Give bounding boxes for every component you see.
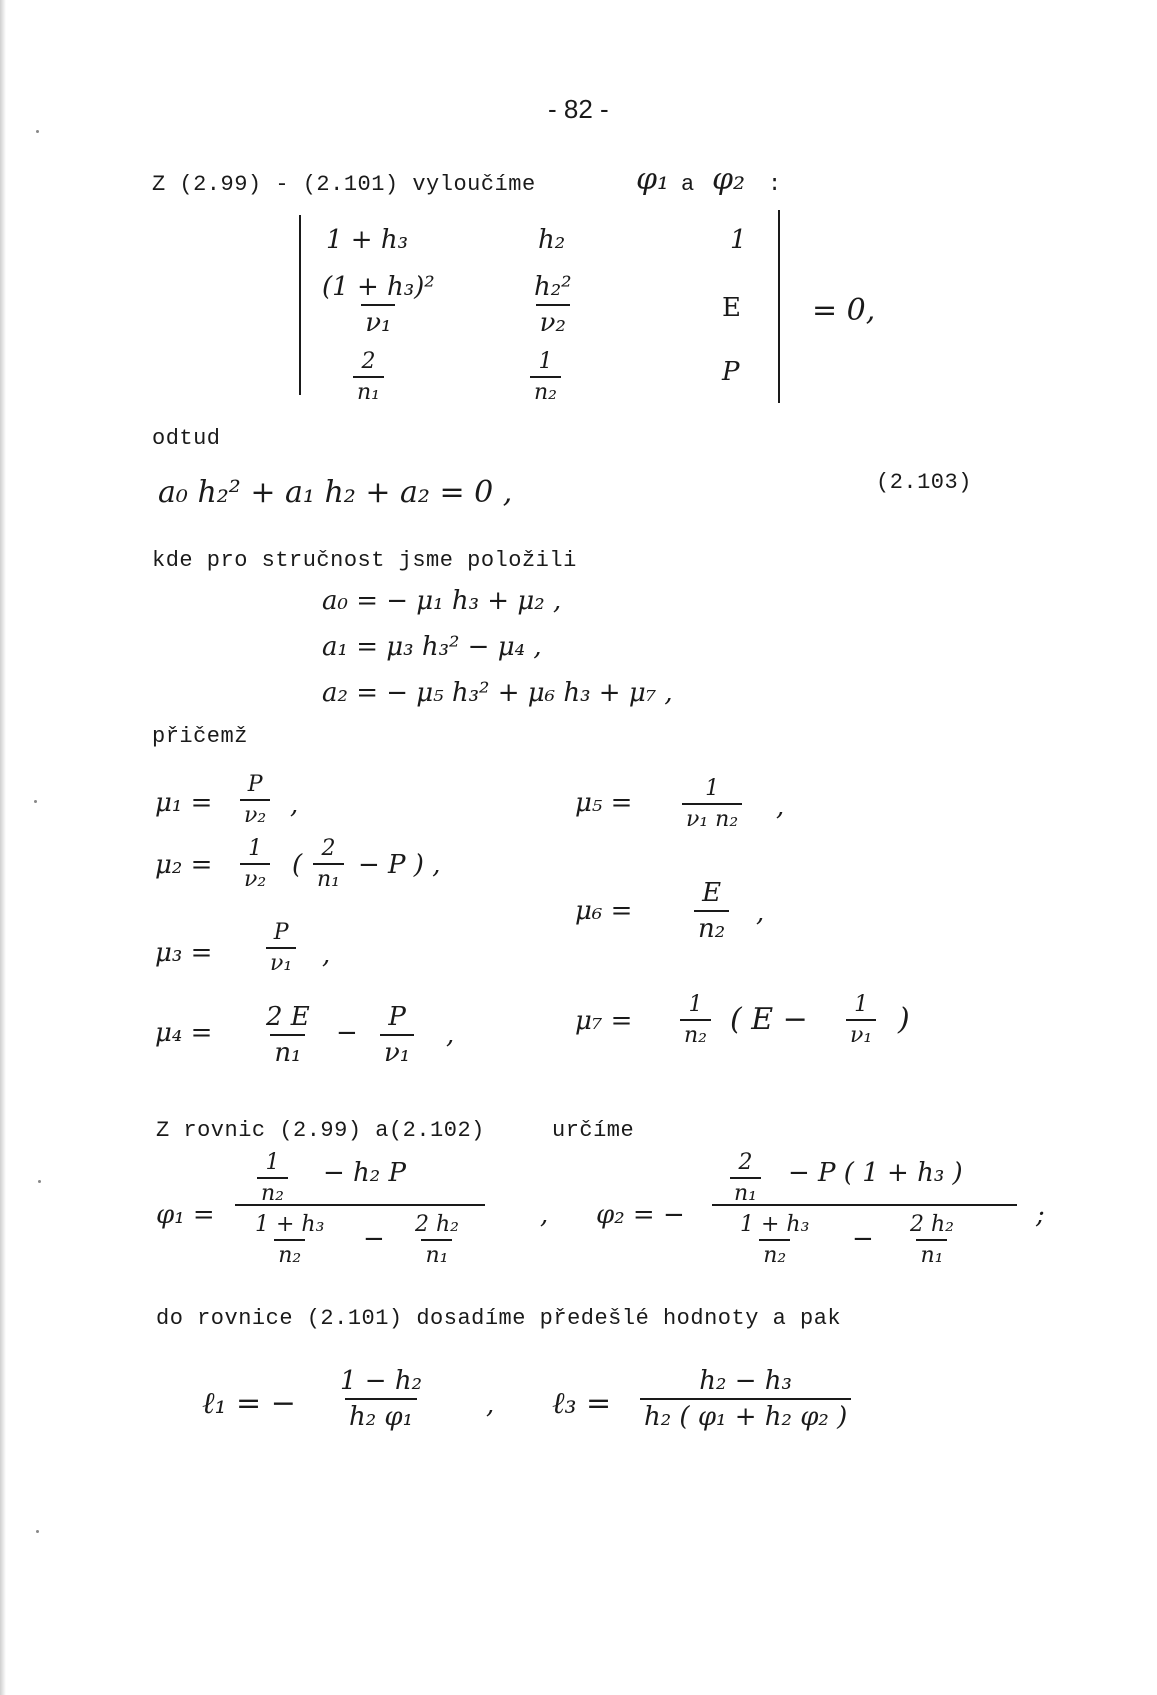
mu4-lhs: μ₄ = bbox=[155, 1018, 213, 1048]
phi1-den-a-num: 1 + h₃ bbox=[255, 1212, 325, 1237]
pricemz-text: přičemž bbox=[152, 724, 248, 749]
intro-and: a bbox=[681, 172, 695, 197]
mu7-inner-den: ν₁ bbox=[846, 1019, 876, 1048]
phi1-den-a bbox=[251, 1212, 328, 1268]
l-separator: , bbox=[486, 1390, 495, 1420]
det-r3c1 bbox=[353, 349, 384, 405]
phi2-den-a-num: 1 + h₃ bbox=[740, 1212, 810, 1237]
phi1-fraction bbox=[235, 1150, 485, 1268]
l3-lhs: ℓ₃ = bbox=[552, 1386, 612, 1421]
phi2-den-a-den: n₂ bbox=[759, 1239, 790, 1268]
det-r2c2-den: ν₂ bbox=[536, 304, 570, 338]
odtud-text: odtud bbox=[152, 426, 221, 451]
mu6-tail: , bbox=[756, 898, 765, 928]
det-rhs: = 0, bbox=[812, 293, 876, 328]
det-r3c3: P bbox=[722, 357, 740, 387]
phi2-fraction bbox=[712, 1150, 1017, 1268]
phi1-den-a-den: n₂ bbox=[274, 1239, 305, 1268]
mu2-den: ν₂ bbox=[240, 863, 270, 892]
scan-edge bbox=[0, 0, 6, 1695]
mu1-den: ν₂ bbox=[240, 799, 270, 828]
scan-speck bbox=[38, 1180, 41, 1183]
z-rovnic-text: Z rovnic (2.99) a(2.102) bbox=[156, 1118, 485, 1143]
mu2-inner-frac bbox=[313, 836, 344, 892]
mu4-minus: − bbox=[336, 1018, 358, 1048]
phi2-numerator bbox=[712, 1150, 1017, 1204]
det-r3c1-den: n₁ bbox=[353, 376, 384, 405]
phi1-numerator bbox=[235, 1150, 485, 1204]
mu7-frac bbox=[680, 992, 711, 1048]
mu7-inner-num: 1 bbox=[854, 992, 869, 1017]
phi1-den-b-den: n₁ bbox=[421, 1239, 452, 1268]
mu1-num: P bbox=[247, 772, 263, 797]
mu2-inner-den: n₁ bbox=[313, 863, 344, 892]
mu3-tail: , bbox=[322, 940, 331, 970]
mu3-lhs: μ₃ = bbox=[155, 938, 213, 968]
phi1-num-rest: − h₂ P bbox=[323, 1158, 406, 1188]
mu4-frac2 bbox=[380, 1002, 414, 1068]
phi2-denominator bbox=[712, 1206, 1017, 1268]
intro-text: Z (2.99) - (2.101) vyloučíme bbox=[152, 172, 536, 197]
urcime-text: určíme bbox=[552, 1118, 635, 1143]
det-r2c1-den: ν₁ bbox=[361, 304, 395, 338]
l3-fraction bbox=[640, 1366, 851, 1432]
mu2-frac bbox=[240, 836, 270, 892]
det-r1c3: 1 bbox=[730, 225, 747, 255]
mu7-den: n₂ bbox=[680, 1019, 711, 1048]
equation-number: (2.103) bbox=[876, 470, 972, 495]
mu5-den: ν₁ n₂ bbox=[682, 803, 742, 832]
phi-separator: , bbox=[540, 1200, 549, 1230]
mu7-lhs: μ₇ = bbox=[575, 1006, 633, 1036]
mu4-num2: P bbox=[388, 1002, 406, 1032]
scan-speck bbox=[36, 130, 39, 133]
l3-den: h₂ ( φ₁ + h₂ φ₂ ) bbox=[640, 1398, 851, 1432]
l1-num: 1 − h₂ bbox=[340, 1366, 423, 1396]
det-r2c3: E bbox=[722, 293, 741, 323]
mu6-lhs: μ₆ = bbox=[575, 896, 633, 926]
mu1-lhs: μ₁ = bbox=[155, 788, 213, 818]
det-r2c2 bbox=[530, 272, 576, 338]
coef-a0: a₀ = − μ₁ h₃ + μ₂ , bbox=[322, 586, 562, 616]
mu3-frac bbox=[266, 920, 296, 976]
phi2-den-b-num: 2 h₂ bbox=[910, 1212, 954, 1237]
kde-text: kde pro stručnost jsme položili bbox=[152, 548, 577, 573]
phi2-num-frac-num: 2 bbox=[738, 1150, 753, 1175]
mu3-den: ν₁ bbox=[266, 947, 296, 976]
l1-fraction bbox=[336, 1366, 426, 1432]
coef-a2: a₂ = − μ₅ h₃² + μ₆ h₃ + μ₇ , bbox=[322, 678, 673, 708]
coef-a1: a₁ = μ₃ h₃² − μ₄ , bbox=[322, 632, 542, 662]
l1-lhs: ℓ₁ = − bbox=[202, 1386, 296, 1421]
mu4-num1: 2 E bbox=[266, 1002, 310, 1032]
mu6-den: n₂ bbox=[694, 910, 729, 944]
determinant-right-bar bbox=[778, 210, 780, 403]
det-r2c1-num: (1 + h₃)² bbox=[322, 272, 435, 302]
equation-2-103: a₀ h₂² + a₁ h₂ + a₂ = 0 , bbox=[158, 475, 513, 510]
mu4-frac1 bbox=[262, 1002, 314, 1068]
phi1-num-frac-num: 1 bbox=[265, 1150, 280, 1175]
phi2-den-b-den: n₁ bbox=[916, 1239, 947, 1268]
mu6-frac bbox=[694, 878, 729, 944]
phi1-lhs: φ₁ = bbox=[156, 1200, 215, 1230]
determinant-left-bar bbox=[299, 215, 301, 395]
mu5-lhs: μ₅ = bbox=[575, 788, 633, 818]
do-rovnice-text: do rovnice (2.101) dosadíme předešlé hodnoty a pak bbox=[156, 1306, 842, 1331]
mu7-num: 1 bbox=[688, 992, 703, 1017]
intro-phi2: φ₂ bbox=[712, 162, 746, 197]
phi2-den-b bbox=[906, 1212, 958, 1268]
mu2-paren: ( bbox=[292, 850, 303, 880]
mu5-tail: , bbox=[776, 792, 785, 822]
intro-phi1: φ₁ bbox=[636, 162, 670, 197]
scan-speck bbox=[36, 1530, 39, 1533]
mu7-tail: ) bbox=[898, 1002, 910, 1037]
phi2-den-a bbox=[736, 1212, 813, 1268]
det-r3c1-num: 2 bbox=[361, 349, 376, 374]
phi2-num-frac-den: n₁ bbox=[730, 1177, 761, 1206]
phi2-den-minus: − bbox=[852, 1224, 874, 1254]
mu3-num: P bbox=[273, 920, 289, 945]
det-r3c2-den: n₂ bbox=[530, 376, 561, 405]
phi1-den-b-num: 2 h₂ bbox=[415, 1212, 459, 1237]
mu4-den1: n₁ bbox=[270, 1034, 305, 1068]
phi1-num-frac bbox=[257, 1150, 288, 1206]
mu1-frac bbox=[240, 772, 270, 828]
mu2-lhs: μ₂ = bbox=[155, 850, 213, 880]
det-r3c2-num: 1 bbox=[538, 349, 553, 374]
mu5-num: 1 bbox=[705, 776, 720, 801]
mu7-mid: ( E − bbox=[730, 1002, 808, 1037]
mu2-inner-num: 2 bbox=[321, 836, 336, 861]
phi-end: ; bbox=[1036, 1200, 1045, 1230]
intro-colon: : bbox=[768, 172, 782, 197]
phi2-lhs: φ₂ = − bbox=[596, 1200, 685, 1230]
mu1-tail: , bbox=[290, 790, 299, 820]
mu2-num: 1 bbox=[248, 836, 263, 861]
phi2-num-rest: − P ( 1 + h₃ ) bbox=[788, 1158, 963, 1188]
phi1-den-b bbox=[411, 1212, 463, 1268]
det-r2c1 bbox=[318, 272, 439, 338]
scan-speck bbox=[34, 800, 37, 803]
l1-den: h₂ φ₁ bbox=[345, 1398, 417, 1432]
det-r2c2-num: h₂² bbox=[534, 272, 572, 302]
l3-num: h₂ − h₃ bbox=[699, 1366, 792, 1396]
phi1-num-frac-den: n₂ bbox=[257, 1177, 288, 1206]
mu4-den2: ν₁ bbox=[380, 1034, 414, 1068]
page-number: - 82 - bbox=[548, 94, 609, 124]
phi1-denominator bbox=[235, 1206, 485, 1268]
mu2-tail: − P ) , bbox=[358, 850, 441, 880]
mu7-inner-frac bbox=[846, 992, 876, 1048]
det-r3c2 bbox=[530, 349, 561, 405]
phi1-den-minus: − bbox=[363, 1224, 385, 1254]
mu5-frac bbox=[682, 776, 742, 832]
mu6-num: E bbox=[702, 878, 722, 908]
det-r1c2: h₂ bbox=[538, 225, 566, 255]
mu4-tail: , bbox=[446, 1020, 455, 1050]
det-r1c1: 1 + h₃ bbox=[326, 225, 409, 255]
phi2-num-frac bbox=[730, 1150, 761, 1206]
